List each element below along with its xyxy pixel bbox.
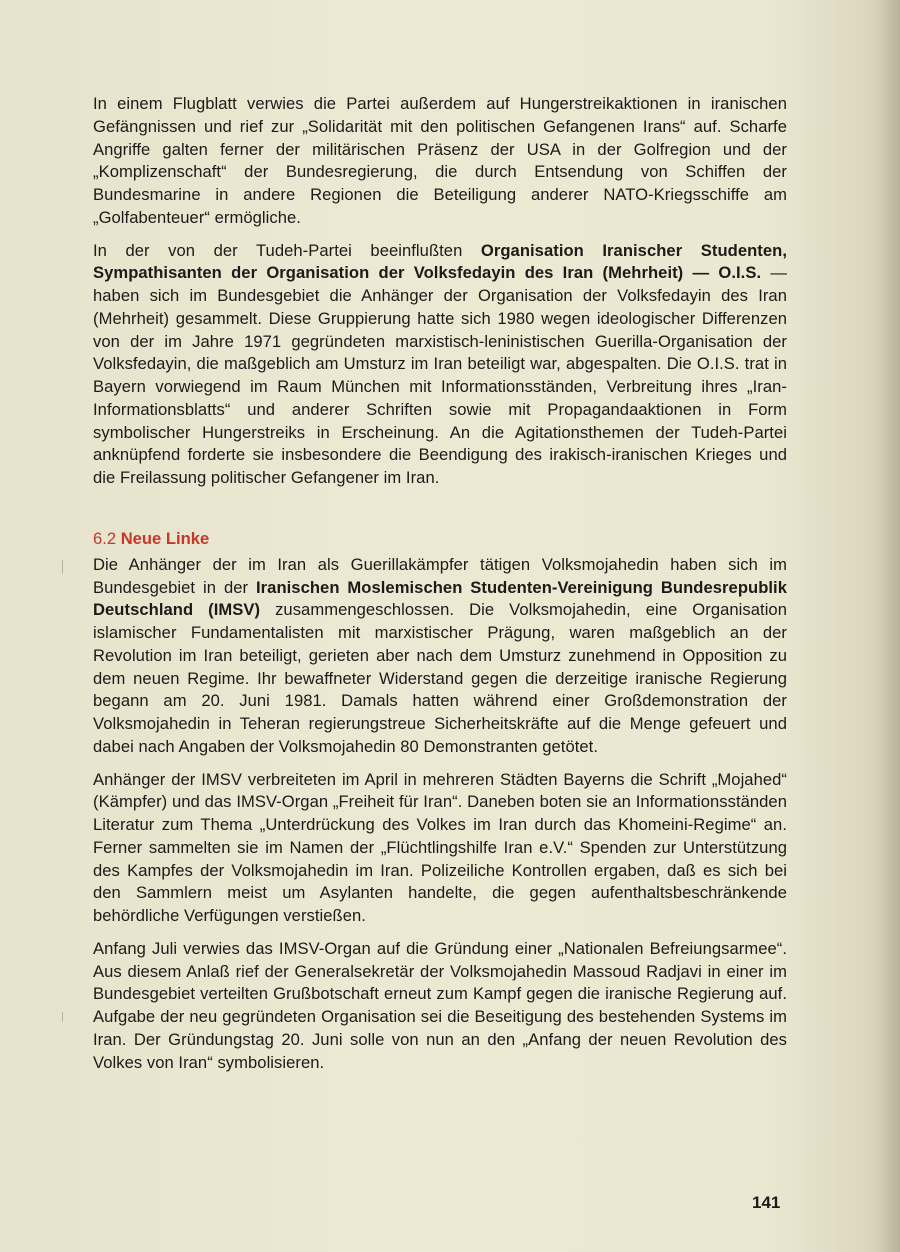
paragraph-4: Anhänger der IMSV verbreiteten im April in mehreren Städten Bayerns die Schrift „Mojahed“ (Kämpfer) und das IMSV-Organ „Freiheit für Iran“. Daneben boten sie an Informationsständen Literatur zum Thema „Unterdrückung des Volkes im Iran durch das Khomeini-Regime“ an. Ferner sammelten sie im Namen der „Flüchtlingshilfe Iran e.V.“ Spenden zur Unterstützung des Kampfes der Volksmojahedin im Iran. Polizeiliche Kontrollen ergaben, daß es sich bei den Sammlern meist um Asylanten handelte, die gegen aufenthaltsbeschränkende behördliche Verfügungen verstießen. [93, 769, 787, 925]
body-text [93, 93, 787, 1084]
organisation-name-imsv: Iranischen Moslemischen Studenten-Vereinigung Bundesrepublik Deutschland (IMSV) [93, 577, 787, 620]
section-number: 6.2 [93, 528, 117, 548]
page-number: 141 [752, 1193, 781, 1212]
organisation-name-ois: Organisation Iranischer Studenten, Sympathisanten der Organisation der Volksfedayin des Iran (Mehrheit) — O.I.S. [93, 240, 787, 283]
paragraph-3-text-a: Die Anhänger der im Iran als Guerillakämpfer tätigen Volksmojahedin haben sich im Bundesgebiet in der [93, 554, 787, 597]
paragraph-2 [93, 240, 787, 490]
paragraph-3 [93, 554, 787, 759]
paragraph-2-text-b: — haben sich im Bundesgebiet die Anhänger der Organisation der Volksfedayin des Iran (Mehrheit) gesammelt. Diese Gruppierung hatte sich 1980 wegen ideologischer Differenzen von der im Jahre 1971 gegründeten marxistisch-leninistischen Guerilla-Organisation der Volksfedayin, die maßgeblich am Umsturz im Iran beteiligt war, abgespalten. Die O.I.S. trat in Bayern vorwiegend im Raum München mit Informationsständen, Verbreitung ihres „Iran-Informationsblatts“ und anderer Schriften sowie mit Propagandaaktionen in Form symbolischer Hungerstreiks in Erscheinung. An die Agitationsthemen der Tudeh-Partei anknüpfend forderte sie insbesondere die Beendigung des irakisch-iranischen Krieges und die Freilassung politischer Gefangener im Iran. [93, 263, 787, 487]
section-heading [93, 528, 787, 550]
paragraph-5: Anfang Juli verwies das IMSV-Organ auf die Gründung einer „Nationalen Befreiungsarmee“. Aus diesem Anlaß rief der Generalsekretär der Volksmojahedin Massoud Radjavi in einer im Bundesgebiet verteilten Grußbotschaft erneut zum Kampf gegen die iranische Regierung auf. Aufgabe der neu gegründeten Organisation sei die Beseitigung des bestehenden Systems im Iran. Der Gründungstag 20. Juni solle von nun an den „Anfang der neuen Revolution des Volkes von Iran“ symbolisieren. [93, 938, 787, 1072]
scan-mark [62, 1012, 63, 1022]
paragraph-1: In einem Flugblatt verwies die Partei außerdem auf Hungerstreikaktionen in iranischen Gefängnissen und rief zur „Solidarität mit den politischen Gefangenen Irans“ auf. Scharfe Angriffe galten ferner der militärischen Präsenz der USA in der Golfregion und der „Komplizenschaft“ der Bundesregierung, die durch Entsendung von Schiffen der Bundesmarine in andere Regionen die Beteiligung anderer NATO-Kriegsschiffe am „Golfabenteuer“ ermögliche. [93, 94, 787, 227]
paragraph-3-text-b: zusammengeschlossen. Die Volksmojahedin, eine Organisation islamischer Fundamentalisten mit marxistischer Prägung, waren maßgeblich an der Revolution im Iran beteiligt, gerieten aber nach dem Umsturz zunehmend in Opposition zu dem neuen Regime. Ihr bewaffneter Widerstand gegen die derzeitige iranische Regierung begann am 20. Juni 1981. Damals hatten während einer Großdemonstration der Volksmojahedin in Teheran regierungstreue Sicherheitskräfte auf die Menge gefeuert und dabei nach Angaben der Volksmojahedin 80 Demonstranten getötet. [93, 600, 787, 756]
paragraph-2-text-a: In der von der Tudeh-Partei beeinflußten [93, 240, 481, 260]
scan-mark [62, 560, 63, 574]
section-title: Neue Linke [120, 528, 210, 548]
page-edge-shadow [878, 0, 900, 1252]
